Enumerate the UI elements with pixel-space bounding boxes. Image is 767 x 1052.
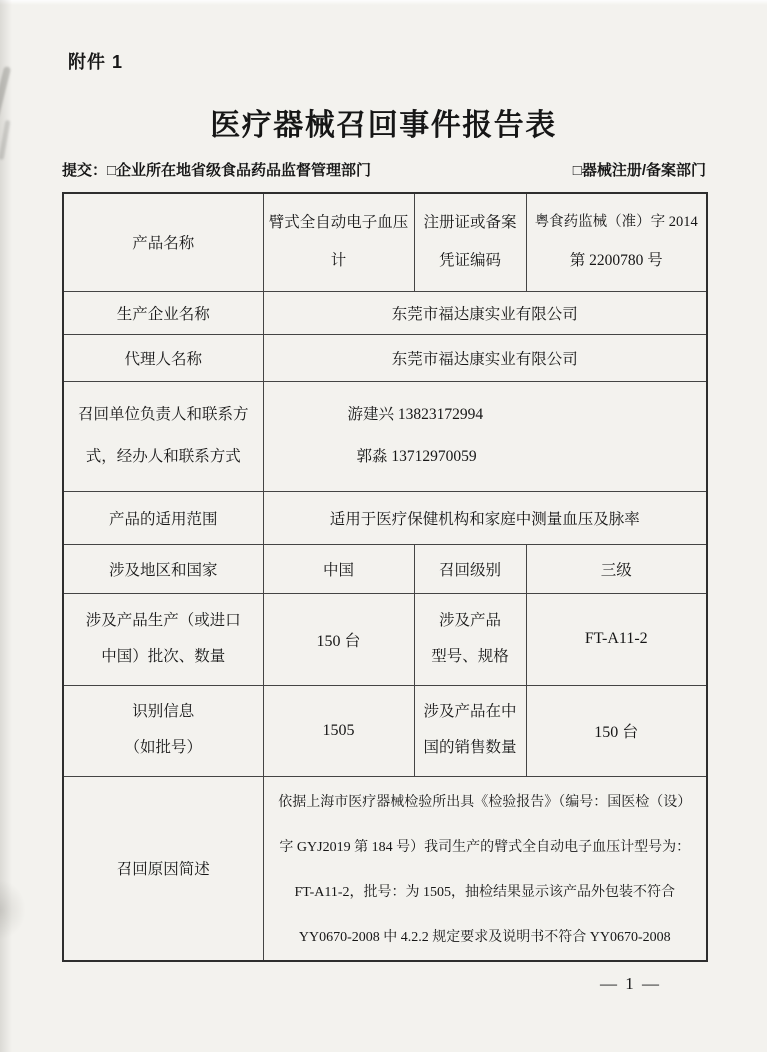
table-row [63, 491, 707, 544]
cell-agent-value [263, 334, 707, 381]
cell-reg-cert-value [526, 193, 707, 291]
table-row [63, 776, 707, 961]
text-line: 识别信息 [132, 703, 195, 721]
cell-id-info-value [263, 685, 414, 776]
table-row [63, 193, 707, 291]
text-line: 东莞市福达康实业有限公司 [391, 350, 578, 368]
text-line: 中国 [322, 561, 354, 579]
text-line: FT-A11-2，批号：为 1505，抽检结果显示该产品外包装不符合 [294, 884, 675, 900]
cell-model-label [414, 593, 526, 685]
text-line: 涉及地区和国家 [108, 561, 218, 579]
text-line: 注册证或备案 [423, 213, 517, 231]
cell-china-sales-label [414, 685, 526, 776]
text-line: 涉及产品生产（或进口 [85, 611, 241, 629]
text-line: 涉及产品在中 [423, 703, 517, 721]
page-number: — 1 — [600, 974, 661, 993]
page-title: 医疗器械召回事件报告表 [210, 109, 557, 142]
text-line: 国的销售数量 [423, 739, 517, 757]
cell-batch-qty-label [63, 593, 263, 685]
text-line: 计 [330, 252, 347, 270]
text-line: 涉及产品 [438, 611, 501, 629]
text-line: （如批号） [124, 739, 202, 757]
text-line: 臂式全自动电子血压 [268, 213, 409, 231]
table-row [63, 544, 707, 593]
scan-artifact-top-edge [0, 0, 767, 5]
cell-product-name-value [263, 193, 414, 291]
text-line: 代理人名称 [124, 350, 202, 368]
cell-china-sales-value [526, 685, 707, 776]
table-row [63, 381, 707, 491]
submit-option-provincial-authority: 提交：□企业所在地省级食品药品监督管理部门 [62, 162, 372, 179]
cell-reg-cert-label [414, 193, 526, 291]
text-line: FT-A11-2 [584, 630, 648, 647]
attachment-label: 附件 1 [68, 52, 124, 72]
cell-recall-reason-value [263, 776, 707, 961]
text-line: 式，经办人和联系方式 [85, 447, 241, 465]
cell-manufacturer-label [63, 291, 263, 334]
text-line: 召回级别 [438, 561, 501, 579]
text-line: 三级 [600, 561, 632, 579]
text-line: 型号、规格 [431, 647, 509, 665]
cell-id-info-label [63, 685, 263, 776]
text-line: YY0670-2008 中 4.2.2 规定要求及说明书不符合 YY0670-2008 [298, 929, 671, 945]
table-row [63, 685, 707, 776]
submit-line [62, 159, 706, 180]
table-row [63, 593, 707, 685]
text-line: 产品的适用范围 [108, 510, 218, 528]
text-line: 粤食药监械（准）字 2014 [534, 214, 698, 231]
cell-recall-level-value [526, 544, 707, 593]
text-line: 中国）批次、数量 [101, 647, 226, 665]
text-line: 适用于医疗保健机构和家庭中测量血压及脉率 [329, 510, 640, 528]
text-line: 1505 [322, 721, 355, 739]
cell-recall-level-label [414, 544, 526, 593]
text-line: 第 2200780 号 [569, 251, 663, 269]
text-line: 依据上海市医疗器械检验所出具《检验报告》（编号：国医检（设） [278, 794, 692, 810]
text-line: 郭淼 13712970059 [356, 447, 477, 465]
recall-report-form-table [62, 192, 708, 962]
table-row [63, 291, 707, 334]
cell-batch-qty-value [263, 593, 414, 685]
text-line: 游建兴 13823172994 [347, 405, 484, 423]
scan-artifact-smudge [0, 880, 26, 940]
text-line: 字 GYJ2019 第 184 号）我司生产的臂式全自动电子血压计型号为： [279, 839, 691, 855]
table-row [63, 334, 707, 381]
cell-contact-label [63, 381, 263, 491]
text-line: 东莞市福达康实业有限公司 [391, 305, 578, 323]
cell-contact-value [263, 381, 707, 491]
cell-manufacturer-value [263, 291, 707, 334]
text-line: 150 台 [316, 632, 361, 650]
text-line: 生产企业名称 [116, 305, 210, 323]
cell-scope-label [63, 491, 263, 544]
cell-region-value [263, 544, 414, 593]
submit-option-registration-department: □器械注册/备案部门 [572, 162, 706, 179]
cell-region-label [63, 544, 263, 593]
text-line: 召回单位负责人和联系方 [77, 405, 249, 423]
text-line: 产品名称 [132, 235, 195, 253]
cell-model-value [526, 593, 707, 685]
cell-recall-reason-label [63, 776, 263, 961]
cell-product-name-label [63, 193, 263, 291]
text-line: 凭证编码 [438, 252, 501, 270]
cell-scope-value [263, 491, 707, 544]
text-line: 150 台 [594, 724, 639, 741]
cell-agent-label [63, 334, 263, 381]
text-line: 召回原因简述 [116, 861, 210, 878]
